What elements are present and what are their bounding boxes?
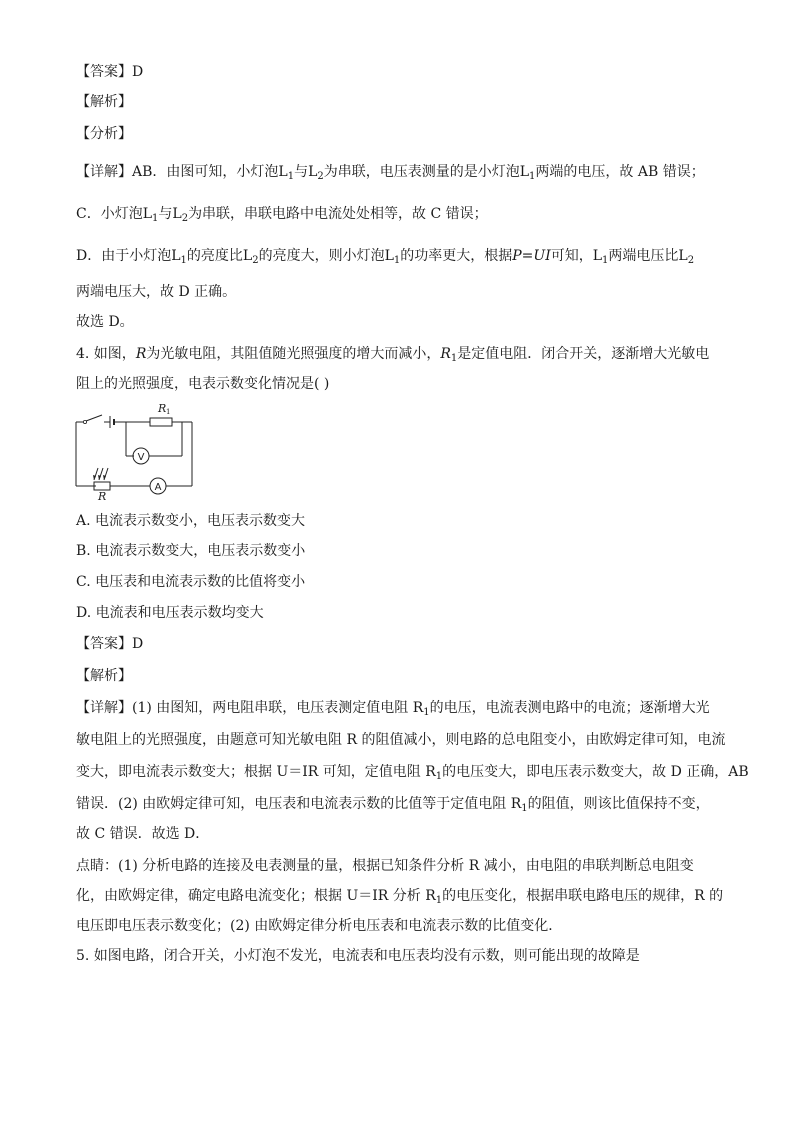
conclusion-line bbox=[76, 312, 726, 332]
subscript: 1 bbox=[180, 255, 187, 266]
text-span: 的亮度大，则小灯泡 bbox=[258, 248, 385, 264]
detail-tag: 【详解】 bbox=[76, 164, 132, 180]
subscript: 1 bbox=[287, 171, 295, 182]
text-span: 的电压变大，即电压表示数变大，故 D 正确，AB bbox=[442, 764, 749, 780]
text-span: 敏电阻上的光照强度，由题意可知光敏电阻 R 的阻值减小，则电路的总电阻变小，由欧姆定律可知，电流 bbox=[76, 732, 726, 748]
answer-value: D bbox=[132, 64, 144, 80]
subscript: 1 bbox=[393, 255, 401, 266]
switch-blade bbox=[86, 415, 102, 421]
q4-dianjing-line-3 bbox=[76, 916, 726, 936]
symbol-l: L bbox=[519, 164, 530, 180]
switch-pivot bbox=[83, 420, 86, 423]
label-a: A bbox=[154, 482, 162, 493]
text-span: (1) 由图知，两电阻串联，电压表测定值电阻 R bbox=[132, 700, 424, 716]
text-span: 两端电压大，故 D 正确。 bbox=[76, 284, 237, 300]
text-span: 为光敏电阻，其阻值随光照强度的增大而减小， bbox=[146, 346, 441, 362]
text-span: 与 bbox=[294, 164, 309, 180]
symbol-l: L bbox=[384, 248, 394, 264]
conclusion-text: 故选 D。 bbox=[76, 314, 134, 330]
option-d: D. 电流表和电压表示数均变大 bbox=[76, 605, 264, 621]
q4-detail-line-1 bbox=[76, 698, 726, 718]
text-span: 点睛：(1) 分析电路的连接及电表测量的量，根据已知条件分析 R 减小，由电阻的串联判断总电阻变 bbox=[76, 858, 694, 874]
detail-d-line-2 bbox=[76, 282, 726, 302]
q5-stem-line bbox=[76, 946, 726, 966]
subscript: 1 bbox=[521, 803, 528, 814]
subscript: 1 bbox=[152, 213, 159, 224]
answer-value: D bbox=[132, 636, 144, 652]
option-b: B. 电流表示数变大，电压表示数变小 bbox=[76, 543, 306, 559]
label-r1: R bbox=[158, 402, 167, 415]
q4-dianjing-line-1 bbox=[76, 856, 726, 876]
text-span: D．由于小灯泡 bbox=[76, 248, 172, 264]
label-v: V bbox=[137, 452, 145, 463]
text-span: 两端的电压，故 AB 错误； bbox=[535, 164, 705, 180]
q4-answer-line bbox=[76, 634, 726, 654]
jiexi-tag: 【解析】 bbox=[76, 94, 132, 110]
formula: P=UI bbox=[512, 248, 551, 264]
text-span: C．小灯泡 bbox=[76, 206, 143, 222]
text-span: 化，由欧姆定律，确定电路电流变化；根据 U＝IR 分析 R bbox=[76, 888, 436, 904]
subscript: 1 bbox=[529, 171, 536, 182]
symbol-l: L bbox=[592, 248, 603, 264]
text-span: 为串联，串联电路中电流处处相等，故 C 错误； bbox=[188, 206, 488, 222]
symbol-l: L bbox=[142, 206, 153, 222]
subscript: 2 bbox=[252, 255, 259, 266]
text-span: 故 C 错误．故选 D． bbox=[76, 826, 210, 842]
detail-c-line bbox=[76, 204, 726, 224]
q4-jiexi-line bbox=[76, 666, 726, 686]
detail-d-line bbox=[76, 246, 726, 266]
symbol-r: R bbox=[135, 346, 147, 362]
option-a: A. 电流表示数变小，电压表示数变大 bbox=[76, 513, 306, 529]
subscript: 1 bbox=[423, 707, 430, 718]
text-span: 阻上的光照强度，电表示数变化情况是( ) bbox=[76, 376, 330, 392]
answer-line bbox=[76, 62, 726, 82]
answer-tag: 【答案】 bbox=[76, 636, 132, 652]
text-span: 两端电压比 bbox=[608, 248, 679, 264]
fenxi-tag: 【分析】 bbox=[76, 126, 132, 142]
q4-dianjing-line-2 bbox=[76, 886, 726, 906]
q4-stem-line-2 bbox=[76, 374, 726, 394]
answer-tag: 【答案】 bbox=[76, 64, 132, 80]
symbol-l: L bbox=[278, 164, 288, 180]
symbol-l: L bbox=[678, 248, 688, 264]
q4-detail-line-4 bbox=[76, 794, 726, 814]
subscript: 1 bbox=[435, 771, 443, 782]
text-span: 的阻值，则该比值保持不变， bbox=[527, 796, 710, 812]
symbol-l: L bbox=[242, 248, 253, 264]
subscript: 2 bbox=[687, 255, 695, 266]
text-span: 与 bbox=[158, 206, 173, 222]
q4-number: 4. 如图， bbox=[76, 346, 136, 362]
text-span: AB．由图可知，小灯泡 bbox=[132, 164, 279, 180]
text-span: 的功率更大，根据 bbox=[400, 248, 513, 264]
resistor-r1 bbox=[150, 418, 172, 426]
subscript: 2 bbox=[181, 213, 189, 224]
label-r: R bbox=[98, 490, 107, 500]
subscript: 1 bbox=[602, 255, 609, 266]
symbol-l: L bbox=[172, 206, 182, 222]
subscript: 2 bbox=[317, 171, 324, 182]
text-span: 的亮度比 bbox=[186, 248, 243, 264]
text-span: 为串联，电压表测量的是小灯泡 bbox=[323, 164, 520, 180]
symbol-l: L bbox=[171, 248, 181, 264]
detail-ab-line bbox=[76, 162, 726, 182]
q5-stem: 5. 如图电路，闭合开关，小灯泡不发光，电流表和电压表均没有示数，则可能出现的故障是 bbox=[76, 948, 640, 964]
label-r1-sub: 1 bbox=[166, 408, 171, 416]
q4-stem-line-1 bbox=[76, 344, 726, 364]
symbol-r1: R bbox=[440, 346, 451, 362]
text-span: 电压即电压表示数变化；(2) 由欧姆定律分析电压表和电流表示数的比值变化． bbox=[76, 918, 563, 934]
jiexi-tag: 【解析】 bbox=[76, 668, 132, 684]
q4-detail-line-5 bbox=[76, 824, 726, 844]
symbol-l: L bbox=[308, 164, 318, 180]
text-span: 的电压，电流表测电路中的电流；逐渐增大光 bbox=[429, 700, 710, 716]
circuit-diagram bbox=[70, 396, 200, 500]
photoresistor-r bbox=[94, 482, 110, 490]
option-c: C. 电压表和电流表示数的比值将变小 bbox=[76, 574, 306, 590]
text-span: 错误．(2) 由欧姆定律可知，电压表和电流表示数的比值等于定值电阻 R bbox=[76, 796, 522, 812]
jiexi-line bbox=[76, 92, 726, 112]
text-span: 可知， bbox=[550, 248, 593, 264]
q4-detail-line-3 bbox=[76, 762, 749, 782]
detail-tag: 【详解】 bbox=[76, 700, 132, 716]
q4-detail-line-2 bbox=[76, 730, 726, 750]
text-span: 的电压变化，根据串联电路电压的规律，R 的 bbox=[442, 888, 724, 904]
subscript: 1 bbox=[450, 353, 458, 364]
subscript: 1 bbox=[435, 895, 443, 906]
fenxi-line bbox=[76, 124, 726, 144]
text-span: 是定值电阻．闭合开关，逐渐增大光敏电 bbox=[457, 346, 710, 362]
text-span: 变大，即电流表示数变大；根据 U＝IR 可知，定值电阻 R bbox=[76, 764, 436, 780]
